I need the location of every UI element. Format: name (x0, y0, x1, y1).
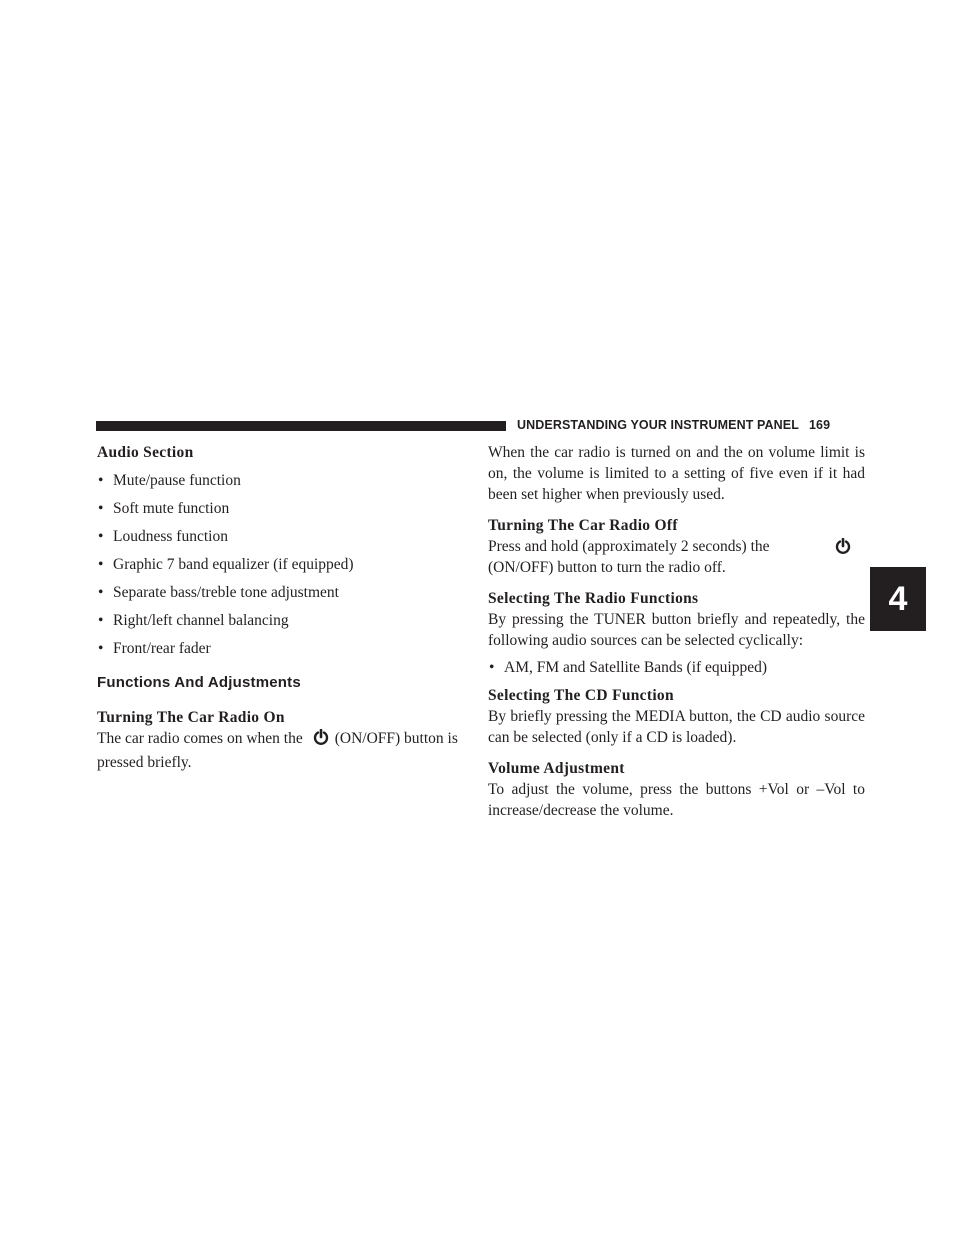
bullet-glyph: • (98, 556, 104, 573)
list-item: • Mute/pause function (98, 472, 241, 489)
list-item: • Separate bass/treble tone adjustment (98, 584, 339, 601)
cd-function-text: By briefly pressing the MEDIA button, the CD audio source can be selected (only if a CD is loaded). (488, 708, 865, 746)
bullet-glyph: • (98, 528, 104, 545)
bullet-glyph: • (98, 640, 104, 657)
bullet-glyph: • (98, 472, 104, 489)
radio-off-heading: Turning The Car Radio Off (488, 517, 678, 534)
radio-functions-heading: Selecting The Radio Functions (488, 590, 699, 607)
header-rule (96, 421, 506, 431)
running-header (517, 418, 830, 432)
radio-off-text: Press and hold (approximately 2 seconds) the (ON/OFF) button to turn the radio off. (488, 536, 865, 578)
list-item: • Loudness function (98, 528, 228, 545)
audio-feature-list (97, 470, 472, 659)
page-number: 169 (808, 418, 831, 432)
list-item: • Right/left channel balancing (98, 612, 289, 629)
right-column (488, 442, 865, 821)
bullet-glyph: • (98, 500, 104, 517)
list-item: • Graphic 7 band equalizer (if equipped) (98, 556, 354, 573)
audio-section-heading: Audio Section (97, 444, 194, 461)
list-item: • AM, FM and Satellite Bands (if equipped) (489, 659, 768, 676)
bullet-glyph: • (98, 584, 104, 601)
bullet-glyph: • (98, 612, 104, 629)
list-item: • Front/rear fader (98, 640, 211, 657)
volume-limit-text: When the car radio is turned on and the on volume limit is on, the volume is limited to a setting of five even if it had been set higher when previously used. (488, 444, 865, 503)
radio-on-heading: Turning The Car Radio On (97, 709, 285, 726)
radio-sources-list (488, 657, 865, 678)
cd-function-heading: Selecting The CD Function (488, 687, 674, 704)
power-icon (835, 538, 851, 561)
bullet-glyph: • (489, 659, 495, 676)
radio-functions-text: By pressing the TUNER button briefly and repeatedly, the following audio sources can be selected cyclically: (488, 611, 865, 649)
list-item: • Soft mute function (98, 500, 230, 517)
header-title: UNDERSTANDING YOUR INSTRUMENT PANEL (517, 418, 799, 432)
left-column (97, 442, 472, 773)
chapter-tab: 4 (870, 567, 926, 631)
functions-heading: Functions And Adjustments (97, 674, 301, 691)
radio-on-text: The car radio comes on when the (ON/OFF) button is pressed briefly. (97, 730, 458, 771)
volume-text: To adjust the volume, press the buttons +Vol or –Vol to increase/decrease the volume. (488, 781, 865, 819)
volume-heading: Volume Adjustment (488, 760, 625, 777)
power-icon (313, 729, 329, 752)
